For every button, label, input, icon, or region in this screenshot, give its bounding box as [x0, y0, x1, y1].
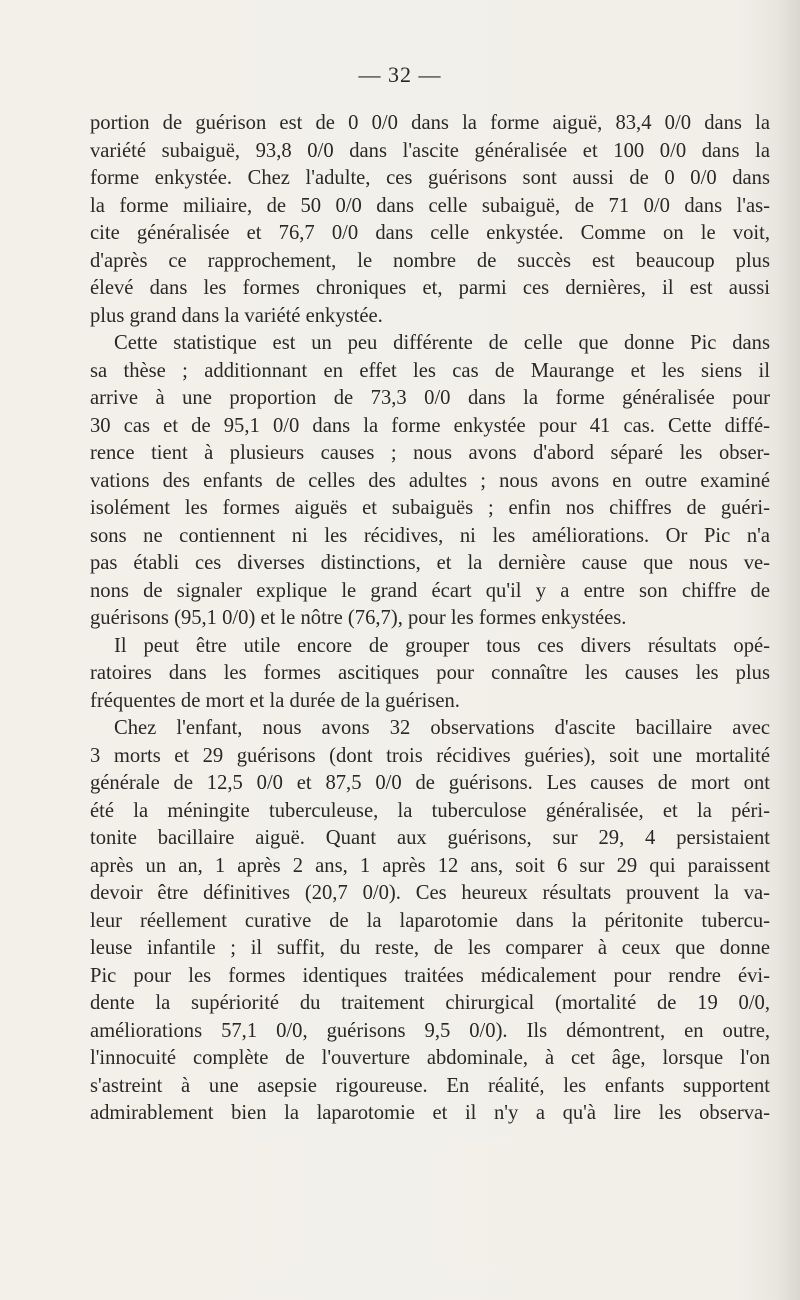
text-line: devoir être définitives (20,7 0/0). Ces heureux résultats prouvent la va-	[90, 882, 770, 904]
text-line: après un an, 1 après 2 ans, 1 après 12 ans, soit 6 sur 29 qui paraissent	[90, 854, 770, 877]
text-line: élevé dans les formes chroniques et, parmi ces dernières, il est aussi	[90, 277, 770, 299]
text-line: vations des enfants de celles des adultes ; nous avons en outre examiné	[90, 469, 770, 492]
text-line: pas établi ces diverses distinctions, et la dernière cause que nous ve-	[90, 552, 770, 574]
paragraph-last-line: plus grand dans la variété enkystée.	[90, 304, 383, 327]
text-line: sa thèse ; additionnant en effet les cas de Maurange et les siens il	[90, 359, 770, 382]
text-line: la forme miliaire, de 50 0/0 dans celle subaiguë, de 71 0/0 dans l'as-	[90, 194, 770, 217]
text-line: améliorations 57,1 0/0, guérisons 9,5 0/0). Ils démontrent, en outre,	[90, 1019, 770, 1042]
text-line: l'innocuité complète de l'ouverture abdominale, à cet âge, lorsque l'on	[90, 1047, 770, 1069]
text-line: rence tient à plusieurs causes ; nous avons d'abord séparé les obser-	[90, 442, 770, 464]
text-line: variété subaiguë, 93,8 0/0 dans l'ascite généralisée et 100 0/0 dans la	[90, 139, 770, 162]
text-line: admirablement bien la laparotomie et il n'y a qu'à lire les observa-	[90, 1102, 770, 1124]
text-line: ratoires dans les formes ascitiques pour connaître les causes les plus	[90, 662, 770, 684]
text-line: Pic pour les formes identiques traitées médicalement pour rendre évi-	[90, 964, 770, 987]
text-line: été la méningite tuberculeuse, la tuberculose généralisée, et la péri-	[90, 799, 770, 822]
page-number: — 32 —	[358, 62, 442, 87]
text-line: leur réellement curative de la laparotomie dans la péritonite tubercu-	[90, 909, 770, 932]
text-line: portion de guérison est de 0 0/0 dans la forme aiguë, 83,4 0/0 dans la	[90, 112, 770, 134]
paragraph-first-line: Il peut être utile encore de grouper tous ces divers résultats opé-	[114, 634, 770, 657]
text-line: s'astreint à une asepsie rigoureuse. En réalité, les enfants supportent	[90, 1074, 770, 1097]
text-line: leuse infantile ; il suffit, du reste, de les comparer à ceux que donne	[90, 937, 770, 959]
text-line: forme enkystée. Chez l'adulte, ces guérisons sont aussi de 0 0/0 dans	[90, 167, 770, 189]
text-line: d'après ce rapprochement, le nombre de succès est beaucoup plus	[90, 249, 770, 272]
text-line: dente la supériorité du traitement chirurgical (mortalité de 19 0/0,	[90, 992, 770, 1014]
text-line: tonite bacillaire aiguë. Quant aux guérisons, sur 29, 4 persistaient	[90, 827, 770, 849]
text-line: générale de 12,5 0/0 et 87,5 0/0 de guérisons. Les causes de mort ont	[90, 772, 770, 794]
text-line: nons de signaler explique le grand écart qu'il y a entre son chiffre de	[90, 579, 770, 602]
text-line: 30 cas et de 95,1 0/0 dans la forme enkystée pour 41 cas. Cette diffé-	[90, 414, 770, 437]
paragraph-first-line: Chez l'enfant, nous avons 32 observations d'ascite bacillaire avec	[114, 717, 770, 739]
text-line: 3 morts et 29 guérisons (dont trois récidives guéries), soit une mortalité	[90, 744, 770, 767]
text-line: cite généralisée et 76,7 0/0 dans celle enkystée. Comme on le voit,	[90, 222, 770, 244]
body-text	[90, 110, 770, 1128]
paragraph-last-line: guérisons (95,1 0/0) et le nôtre (76,7), pour les formes enkystées.	[90, 607, 627, 629]
paragraph-last-line: fréquentes de mort et la durée de la guérisen.	[90, 689, 460, 712]
text-line: arrive à une proportion de 73,3 0/0 dans la forme généralisée pour	[90, 387, 770, 409]
text-line: sons ne contiennent ni les récidives, ni les améliorations. Or Pic n'a	[90, 524, 770, 547]
text-line: isolément les formes aiguës et subaiguës ; enfin nos chiffres de guéri-	[90, 497, 770, 519]
paragraph-first-line: Cette statistique est un peu différente de celle que donne Pic dans	[114, 332, 770, 354]
